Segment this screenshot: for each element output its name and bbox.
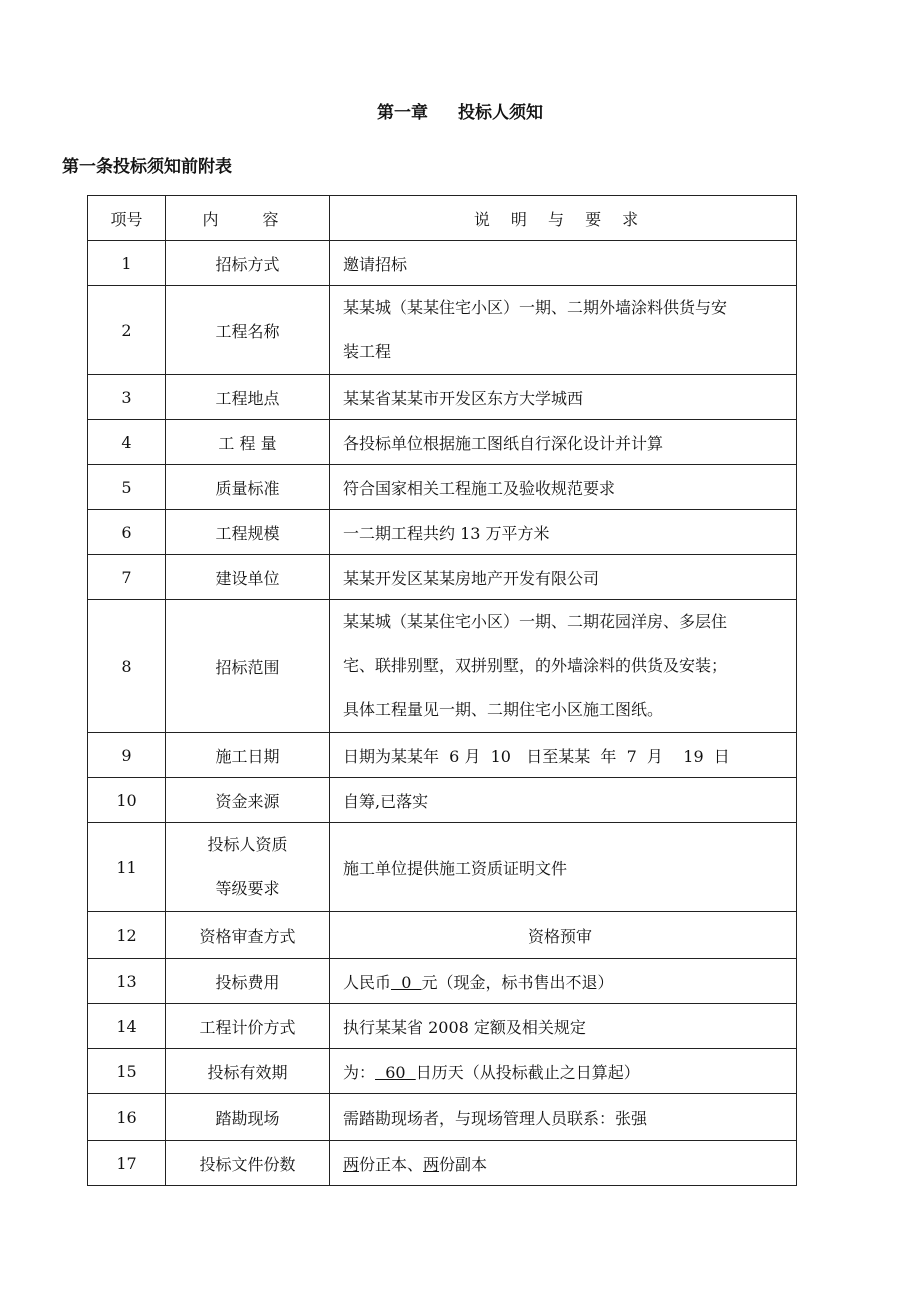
- desc-text: 份副本: [439, 1154, 488, 1174]
- row-item: 投标文件份数: [166, 1141, 330, 1186]
- row-desc: 某某开发区某某房地产开发有限公司: [330, 555, 797, 600]
- desc-text: 元（现金，标书售出不退）: [421, 972, 614, 992]
- header-content: 内 容: [166, 196, 330, 241]
- row-desc: [330, 959, 797, 1004]
- duplicate-copies: 两: [423, 1154, 440, 1174]
- desc-text: 为：: [343, 1062, 376, 1082]
- table-row: [88, 465, 797, 510]
- row-desc: 资格预审: [330, 912, 797, 959]
- row-item: 投标有效期: [166, 1049, 330, 1094]
- row-no: 16: [88, 1094, 166, 1141]
- table-row: [88, 420, 797, 465]
- row-desc: 邀请招标: [330, 241, 797, 286]
- table-row: [88, 959, 797, 1004]
- table-row: [88, 375, 797, 420]
- row-desc: [330, 600, 797, 733]
- row-item: 资格审查方式: [166, 912, 330, 959]
- section-title: 第一条投标须知前附表: [62, 157, 232, 177]
- desc-text: 人民币: [343, 972, 392, 992]
- chapter-name: 投标人须知: [458, 103, 543, 123]
- desc-text: 日历天（从投标截止之日算起）: [415, 1062, 640, 1082]
- row-desc: 一二期工程共约 13 万平方米: [330, 510, 797, 555]
- table-row: [88, 1049, 797, 1094]
- row-no: 2: [88, 286, 166, 375]
- row-no: 13: [88, 959, 166, 1004]
- row-item: 建设单位: [166, 555, 330, 600]
- row-desc: 各投标单位根据施工图纸自行深化设计并计算: [330, 420, 797, 465]
- table-header-row: [88, 196, 797, 241]
- row-desc: 某某省某某市开发区东方大学城西: [330, 375, 797, 420]
- fee-amount: 0: [391, 972, 422, 992]
- row-no: 1: [88, 241, 166, 286]
- original-copies: 两: [343, 1154, 360, 1174]
- desc-line: 某某城（某某住宅小区）一期、二期外墙涂料供货与安: [343, 298, 728, 317]
- row-item: 招标范围: [166, 600, 330, 733]
- table-row: [88, 778, 797, 823]
- row-item: 招标方式: [166, 241, 330, 286]
- chapter-number: 第一章: [377, 103, 428, 123]
- row-no: 6: [88, 510, 166, 555]
- row-no: 3: [88, 375, 166, 420]
- row-no: 9: [88, 733, 166, 778]
- header-item-no: 项号: [88, 196, 166, 241]
- row-no: 5: [88, 465, 166, 510]
- row-no: 10: [88, 778, 166, 823]
- row-item: 质量标准: [166, 465, 330, 510]
- row-desc: 日期为某某年 6 月 10 日至某某 年 7 月 19 日: [330, 733, 797, 778]
- row-item: [166, 823, 330, 912]
- table-row: [88, 600, 797, 733]
- row-item: 工 程 量: [166, 420, 330, 465]
- desc-line: 某某城（某某住宅小区）一期、二期花园洋房、多层住: [343, 612, 728, 631]
- row-desc: [330, 1049, 797, 1094]
- table-row: [88, 1004, 797, 1049]
- table-row: [88, 733, 797, 778]
- row-desc: 符合国家相关工程施工及验收规范要求: [330, 465, 797, 510]
- item-line: 等级要求: [215, 879, 280, 898]
- desc-text: 份正本、: [359, 1154, 424, 1174]
- row-no: 12: [88, 912, 166, 959]
- row-item: 投标费用: [166, 959, 330, 1004]
- row-desc: 自筹,已落实: [330, 778, 797, 823]
- table-row: [88, 1094, 797, 1141]
- desc-line: 装工程: [343, 342, 392, 361]
- row-no: 14: [88, 1004, 166, 1049]
- row-no: 7: [88, 555, 166, 600]
- chapter-title: [0, 98, 920, 123]
- row-item: 工程计价方式: [166, 1004, 330, 1049]
- row-item: 工程名称: [166, 286, 330, 375]
- row-no: 11: [88, 823, 166, 912]
- table-row: [88, 912, 797, 959]
- row-item: 踏勘现场: [166, 1094, 330, 1141]
- row-no: 17: [88, 1141, 166, 1186]
- row-desc: [330, 286, 797, 375]
- desc-line: 宅、联排别墅，双拼别墅，的外墙涂料的供货及安装；: [343, 656, 728, 675]
- item-line: 投标人资质: [207, 835, 288, 854]
- validity-days: 60: [375, 1062, 416, 1082]
- row-desc: 施工单位提供施工资质证明文件: [330, 823, 797, 912]
- row-desc: 需踏勘现场者，与现场管理人员联系：张强: [330, 1094, 797, 1141]
- row-item: 工程地点: [166, 375, 330, 420]
- row-desc: 执行某某省 2008 定额及相关规定: [330, 1004, 797, 1049]
- table-row: [88, 286, 797, 375]
- row-item: 施工日期: [166, 733, 330, 778]
- header-description: 说 明 与 要 求: [330, 196, 797, 241]
- row-item: 资金来源: [166, 778, 330, 823]
- row-no: 4: [88, 420, 166, 465]
- table-row: [88, 1141, 797, 1186]
- desc-line: 具体工程量见一期、二期住宅小区施工图纸。: [343, 700, 664, 719]
- table-row: [88, 823, 797, 912]
- table-row: [88, 555, 797, 600]
- row-no: 8: [88, 600, 166, 733]
- bidding-appendix-table: [87, 195, 797, 1186]
- row-desc: [330, 1141, 797, 1186]
- row-no: 15: [88, 1049, 166, 1094]
- row-item: 工程规模: [166, 510, 330, 555]
- table-row: [88, 241, 797, 286]
- table-row: [88, 510, 797, 555]
